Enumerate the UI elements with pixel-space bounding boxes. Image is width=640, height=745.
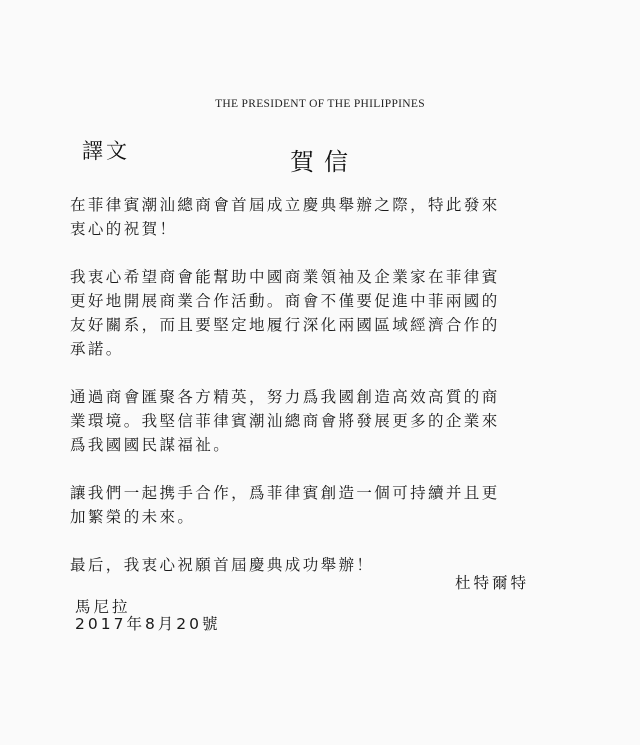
translation-label: 譯文 <box>82 139 130 163</box>
paragraph-line: 最后，我衷心祝願首屆慶典成功舉辦！ <box>70 556 375 574</box>
letter-body <box>70 193 590 577</box>
paragraph-4 <box>70 481 590 529</box>
paragraph-line: 衷心的祝賀！ <box>70 220 178 238</box>
date: 2017年8月20號 <box>75 615 221 633</box>
paragraph-line: 友好關系，而且要堅定地履行深化兩國區域經濟合作的 <box>70 316 500 334</box>
paragraph-line: 加繁榮的未來。 <box>70 508 196 526</box>
place: 馬尼拉 <box>75 598 131 616</box>
paragraph-line: 承諾。 <box>70 340 124 358</box>
paragraph-3 <box>70 385 590 457</box>
paragraph-line: 通過商會匯聚各方精英，努力爲我國創造高效高質的商 <box>70 388 500 406</box>
paragraph-1 <box>70 193 590 241</box>
paragraph-line: 更好地開展商業合作活動。商會不僅要促進中菲兩國的 <box>70 292 500 310</box>
paragraph-line: 讓我們一起携手合作，爲菲律賓創造一個可持續并且更 <box>70 484 500 502</box>
paragraph-line: 業環境。我堅信菲律賓潮汕總商會將發展更多的企業來 <box>70 412 500 430</box>
paragraph-2 <box>70 265 590 361</box>
signature: 杜特爾特 <box>455 574 530 592</box>
paragraph-line: 在菲律賓潮汕總商會首屆成立慶典舉辦之際，特此發來 <box>70 196 500 214</box>
letter-title: 賀信 <box>290 148 358 176</box>
paragraph-line: 我衷心希望商會能幫助中國商業領袖及企業家在菲律賓 <box>70 268 500 286</box>
letterhead: THE PRESIDENT OF THE PHILIPPINES <box>215 98 425 110</box>
paragraph-line: 爲我國國民謀福祉。 <box>70 436 232 454</box>
